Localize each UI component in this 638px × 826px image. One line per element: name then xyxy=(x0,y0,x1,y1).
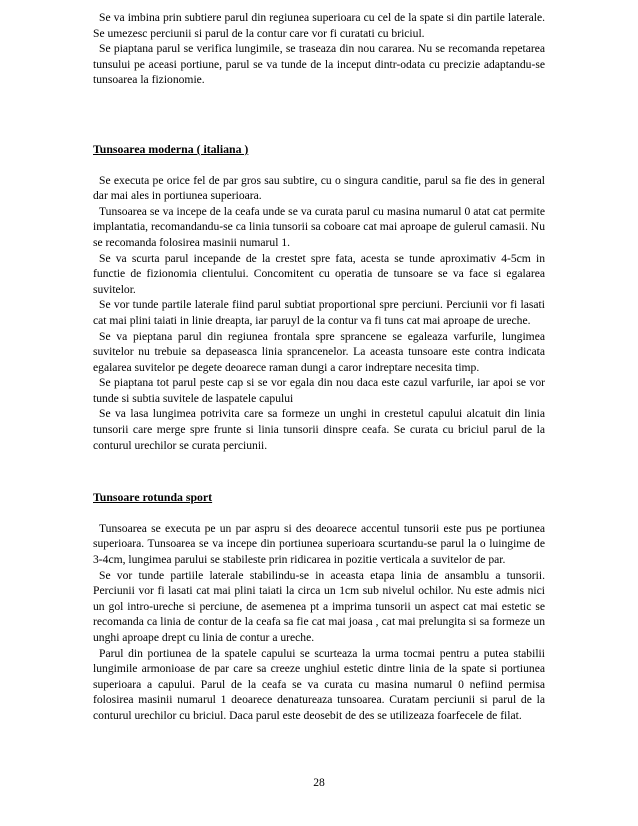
paragraph: Se va lasa lungimea potrivita care sa formeze un unghi in crestetul capului alcatuit din linia tunsorii care merge spre frunte si linia tunsorii dinspre ceafa. Se curata cu briciul parul de la conturul urechilor se curata perciunii. xyxy=(93,407,545,452)
paragraph: Se piaptana parul se verifica lungimile, se traseaza din nou cararea. Nu se recomanda repetarea tunsului pe aceasi portiune, parul se va tunde de la inceput dintr-odata cu precizie adaptandu-se tunsoarea la fizionomie. xyxy=(93,42,545,87)
paragraph: Se vor tunde partiile laterale stabilindu-se in aceasta etapa linia de ansamblu a tunsorii. Perciunii vor fi lasati cat mai plini taiati la circa un 1cm sub nivelul ochilor. Nu este admis nici un gol intro-ureche si perciune, de asemenea pt a imprima tunsorii un aspect cat mai estetic se recomanda ca linia de contur de la ceafa sa fie cat mai joasa , cat mai prelungita si sa formeze un unghi aproape drept cu linia de contur a ureche. xyxy=(93,568,545,644)
paragraph: Se va scurta parul incepande de la crestet spre fata, acesta se tunde aproximativ 4-5cm in functie de fizionomia clientului. Concomitent cu operatia de tunsoare se va face si egalarea suvitelor. xyxy=(93,251,545,296)
paragraph: Se va pieptana parul din regiunea frontala spre sprancene se egaleaza varfurile, lungimea suvitelor nu trebuie sa depaseasca linia sprancenelor. La aceasta tunsoare este contra indicata egalarea suvitelor pe degete deoarece raman dungi a caror indreptare necesita timp. xyxy=(93,329,545,374)
paragraph: Se piaptana tot parul peste cap si se vor egala din nou daca este cazul varfurile, iar apoi se vor tunde si subtia suvitele de laspatele capului xyxy=(93,376,545,405)
section-sport xyxy=(93,490,545,723)
paragraph: Se vor tunde partile laterale fiind parul subtiat proportional spre perciuni. Perciunii vor fi lasati cat mai plini taiati in linie dreapta, iar paruyl de la contur va fi tuns cat mai aproape de ureche. xyxy=(93,298,545,327)
paragraph: Parul din portiunea de la spatele capului se scurteaza la urma tocmai pentru a putea stabilii lungimile armonioase de par care sa creeze unghiul estetic dintre linia de la spate si portiunea superioara a capului. Parul de la ceafa se va curata cu masina numarul 0 nefiind permisa folosirea masinii numarul 1 deoarece denatureaza tunsoarea. Curatam perciunii si parul de la conturul urechilor cu briciul. Daca parul este deosebit de des se utilizeaza foarfecele de filat. xyxy=(93,646,545,722)
paragraph: Se executa pe orice fel de par gros sau subtire, cu o singura canditie, parul sa fie des in general dar mai ales in portiunea superioara. xyxy=(93,173,545,203)
page-number: 28 xyxy=(313,776,325,789)
paragraph: Se va imbina prin subtiere parul din regiunea superioara cu cel de la spate si din partile laterale. Se umezesc perciunii si parul de la contur care vor fi curatati cu briciul. xyxy=(93,11,545,40)
intro-section xyxy=(93,10,545,88)
section-moderna xyxy=(93,142,545,453)
section-heading: Tunsoarea moderna ( italiana ) xyxy=(93,141,249,156)
paragraph: Tunsoarea se executa pe un par aspru si des deoarece accentul tunsorii este pus pe portiunea superioara. Tunsoarea se va incepe din portiunea superioara scurtandu-se parul la o luingime de 3-4cm, lungimea parului se stabileste prin ridicarea in pozitie verticala a suvitelor de par. xyxy=(93,521,545,567)
section-heading: Tunsoare rotunda sport xyxy=(93,490,213,505)
document-page xyxy=(93,10,545,724)
paragraph: Tunsoarea se va incepe de la ceafa unde se va curata parul cu masina numarul 0 atat cat permite implantatia, recomandandu-se ca linia tunsorii sa coboare cat mai aproape de gulerul camasii. Nu se recomanda folosirea masinii numarul 1. xyxy=(93,204,545,249)
